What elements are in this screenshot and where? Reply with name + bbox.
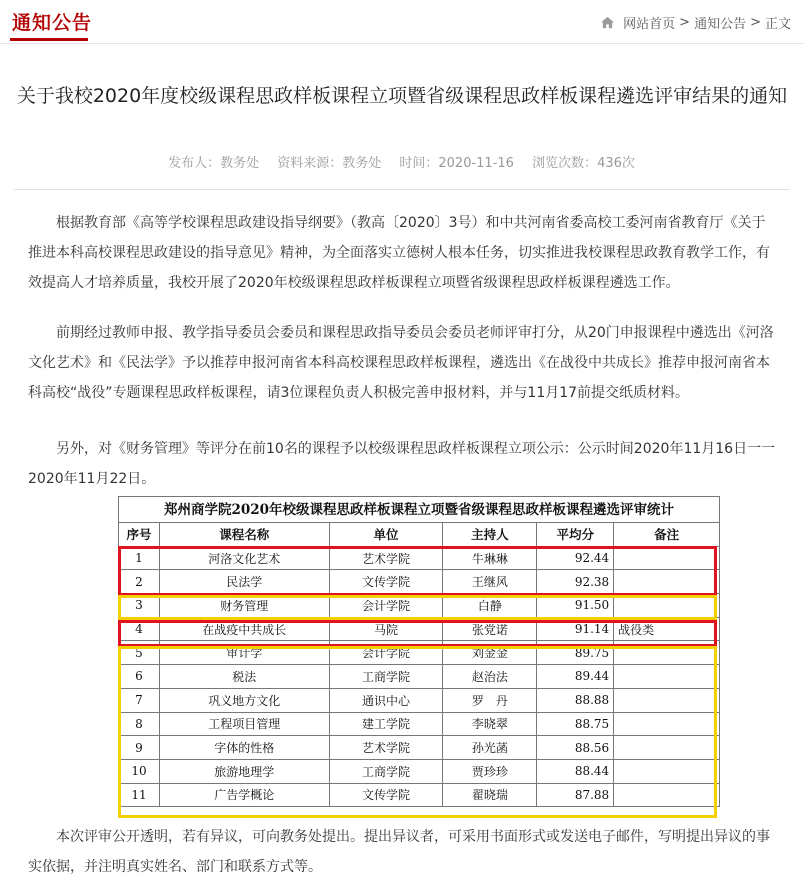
row-department: 马院 — [329, 617, 443, 641]
row-host: 孙光菡 — [443, 736, 537, 760]
row-course-name: 字体的性格 — [159, 736, 329, 760]
row-host: 张党诺 — [443, 617, 537, 641]
statistics-table — [118, 496, 720, 807]
row-course-name: 巩义地方文化 — [159, 688, 329, 712]
row-average-score: 91.14 — [537, 617, 614, 641]
meta-time: 时间：2020-11-16 — [399, 156, 514, 171]
row-index: 2 — [119, 570, 160, 594]
table-row — [119, 570, 720, 594]
row-department: 会计学院 — [329, 641, 443, 665]
article-title: 关于我校2020年度校级课程思政样板课程立项暨省级课程思政样板课程遴选评审结果的通知 — [16, 85, 788, 107]
row-average-score: 89.44 — [537, 665, 614, 689]
row-department: 建工学院 — [329, 712, 443, 736]
row-course-name: 审计学 — [159, 641, 329, 665]
row-remark — [614, 546, 720, 570]
row-department: 会计学院 — [329, 594, 443, 618]
breadcrumb-separator: > — [679, 15, 691, 30]
row-host: 白静 — [443, 594, 537, 618]
row-course-name: 财务管理 — [159, 594, 329, 618]
row-remark — [614, 594, 720, 618]
row-average-score: 92.44 — [537, 546, 614, 570]
article-paragraph: 本次评审公开透明，若有异议，可向教务处提出。提出异议者，可采用书面形式或发送电子邮件，写明提出异议的事实依据，并注明真实姓名、部门和联系方式等。 — [28, 829, 770, 875]
row-host: 李晓翠 — [443, 712, 537, 736]
row-host: 牛琳琳 — [443, 546, 537, 570]
row-index: 7 — [119, 688, 160, 712]
row-average-score: 88.56 — [537, 736, 614, 760]
table-row — [119, 665, 720, 689]
row-remark — [614, 665, 720, 689]
article-meta — [0, 152, 803, 171]
row-department: 文传学院 — [329, 783, 443, 807]
row-index: 11 — [119, 783, 160, 807]
section-title-underline — [10, 38, 88, 41]
row-department: 文传学院 — [329, 570, 443, 594]
article-paragraph: 根据教育部《高等学校课程思政建设指导纲要》（教高〔2020〕3号）和中共河南省委高校工委河南省教育厅《关于推进本科高校课程思政建设的指导意见》精神，为全面落实立德树人根本任务，切实推进我校课程思政教育教学工作，有效提高人才培养质量，我校开展了2020年校级课程思政样板课程立项暨省级课程思政样板课程遴选工作。 — [28, 215, 770, 291]
table-row — [119, 759, 720, 783]
row-course-name: 工程项目管理 — [159, 712, 329, 736]
header-department: 单位 — [329, 523, 443, 547]
row-index: 9 — [119, 736, 160, 760]
breadcrumb-home-link[interactable]: 网站首页 — [623, 17, 676, 32]
table-row — [119, 641, 720, 665]
row-index: 5 — [119, 641, 160, 665]
table-row — [119, 617, 720, 641]
row-average-score: 91.50 — [537, 594, 614, 618]
header-index: 序号 — [119, 523, 160, 547]
row-remark: 战役类 — [614, 617, 720, 641]
table-row — [119, 546, 720, 570]
row-department: 艺术学院 — [329, 546, 443, 570]
row-remark — [614, 759, 720, 783]
section-title: 通知公告 — [12, 12, 93, 34]
row-average-score: 88.44 — [537, 759, 614, 783]
table-row — [119, 712, 720, 736]
header-course-name: 课程名称 — [159, 523, 329, 547]
row-index: 1 — [119, 546, 160, 570]
row-average-score: 88.75 — [537, 712, 614, 736]
row-average-score: 88.88 — [537, 688, 614, 712]
meta-publisher: 发布人：教务处 — [168, 156, 260, 171]
row-host: 赵治法 — [443, 665, 537, 689]
row-index: 3 — [119, 594, 160, 618]
row-course-name: 在战疫中共成长 — [159, 617, 329, 641]
row-department: 艺术学院 — [329, 736, 443, 760]
row-remark — [614, 688, 720, 712]
meta-source: 资料来源：教务处 — [277, 156, 382, 171]
breadcrumb-notices-link[interactable]: 通知公告 — [694, 17, 747, 32]
page-header — [0, 0, 803, 44]
row-department: 工商学院 — [329, 665, 443, 689]
title-divider — [14, 189, 790, 190]
row-course-name: 广告学概论 — [159, 783, 329, 807]
table-row — [119, 688, 720, 712]
row-host: 王继风 — [443, 570, 537, 594]
row-host: 贾珍珍 — [443, 759, 537, 783]
row-host: 罗 丹 — [443, 688, 537, 712]
row-index: 8 — [119, 712, 160, 736]
row-remark — [614, 712, 720, 736]
article-paragraph: 另外，对《财务管理》等评分在前10名的课程予以校级课程思政样板课程立项公示：公示时间2020年11月16日一一2020年11月22日。 — [28, 441, 776, 487]
row-remark — [614, 570, 720, 594]
table-body — [119, 546, 720, 807]
row-course-name: 河洛文化艺术 — [159, 546, 329, 570]
row-index: 4 — [119, 617, 160, 641]
row-average-score: 92.38 — [537, 570, 614, 594]
row-host: 刘金金 — [443, 641, 537, 665]
header-average-score: 平均分 — [537, 523, 614, 547]
table-header-row — [119, 523, 720, 547]
row-index: 6 — [119, 665, 160, 689]
row-average-score: 87.88 — [537, 783, 614, 807]
row-department: 通识中心 — [329, 688, 443, 712]
breadcrumb — [600, 13, 791, 32]
row-department: 工商学院 — [329, 759, 443, 783]
home-icon — [600, 16, 615, 29]
breadcrumb-separator: > — [750, 15, 761, 30]
table-row — [119, 783, 720, 807]
article-paragraph: 前期经过教师申报、教学指导委员会委员和课程思政指导委员会委员老师评审打分，从20门申报课程中遴选出《河洛文化艺术》和《民法学》予以推荐申报河南省本科高校课程思政样板课程，遴选出《在战役中共成长》推荐申报河南省本科高校“战役”专题课程思政样板课程，请3位课程负责人积极完善申报材料，并与11月17前提交纸质材料。 — [28, 325, 774, 401]
row-remark — [614, 736, 720, 760]
row-host: 翟晓瑞 — [443, 783, 537, 807]
header-host: 主持人 — [443, 523, 537, 547]
row-course-name: 税法 — [159, 665, 329, 689]
row-course-name: 旅游地理学 — [159, 759, 329, 783]
table-caption: 郑州商学院2020年校级课程思政样板课程立项暨省级课程思政样板课程遴选评审统计 — [118, 496, 720, 522]
table-row — [119, 736, 720, 760]
meta-views: 浏览次数：436次 — [532, 156, 635, 171]
header-remark: 备注 — [614, 523, 720, 547]
row-remark — [614, 641, 720, 665]
row-course-name: 民法学 — [159, 570, 329, 594]
breadcrumb-current: 正文 — [764, 17, 791, 32]
row-remark — [614, 783, 720, 807]
row-average-score: 89.75 — [537, 641, 614, 665]
statistics-table-image — [118, 496, 720, 818]
row-index: 10 — [119, 759, 160, 783]
table-row — [119, 594, 720, 618]
